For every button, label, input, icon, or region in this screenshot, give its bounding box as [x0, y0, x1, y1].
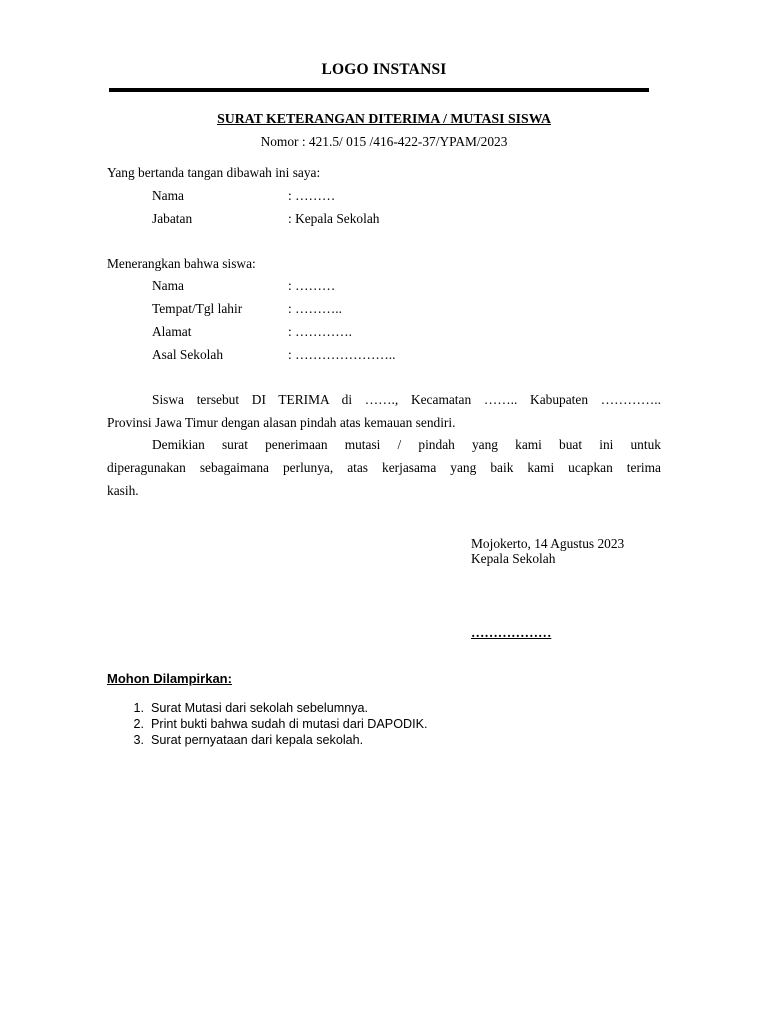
student-birth-value: : ……….. [288, 301, 342, 316]
student-origin-school-value: : ………………….. [288, 347, 396, 362]
logo-placeholder-text: LOGO INSTANSI [321, 61, 447, 78]
attachment-text: Surat Mutasi dari sekolah sebelumnya. [151, 701, 369, 715]
attachments-heading: Mohon Dilampirkan: [107, 671, 232, 686]
document-number: Nomor : 421.5/ 015 /416-422-37/YPAM/2023 [260, 134, 508, 149]
signatory-position-label: Jabatan [152, 211, 193, 226]
signature-name: ……………… [471, 625, 552, 640]
signatory-intro: Yang bertanda tangan dibawah ini saya: [107, 165, 321, 180]
signature-place-date: Mojokerto, 14 Agustus 2023 [471, 536, 625, 551]
student-address-value: : …………. [288, 324, 352, 339]
student-origin-school-label: Asal Sekolah [152, 347, 224, 362]
document-title: SURAT KETERANGAN DITERIMA / MUTASI SISWA [217, 111, 551, 126]
attachment-text: Surat pernyataan dari kepala sekolah. [151, 733, 364, 747]
student-birth-label: Tempat/Tgl lahir [152, 301, 243, 316]
signatory-name-value: : ……… [288, 188, 336, 203]
paragraph-2-line-1: Demikian surat penerimaan mutasi / pindah yang kami buat ini untuk [152, 437, 661, 452]
student-address-label: Alamat [152, 324, 192, 339]
attachment-text: Print bukti bahwa sudah di mutasi dari DAPODIK. [151, 717, 428, 731]
attachment-number: 3. [133, 733, 144, 747]
signatory-name-label: Nama [152, 188, 184, 203]
signature-position: Kepala Sekolah [471, 551, 556, 566]
paragraph-2-line-3: kasih. [107, 483, 139, 498]
attachment-item [107, 716, 428, 732]
attachments-list [107, 700, 428, 748]
paragraph-1-line-2: Provinsi Jawa Timur dengan alasan pindah atas kemauan sendiri. [107, 415, 456, 430]
attachment-number: 1. [133, 701, 144, 715]
header-divider [109, 88, 649, 92]
attachment-item [107, 700, 428, 716]
paragraph-2-line-2: diperagunakan sebagaimana perlunya, atas kerjasama yang baik kami ucapkan terima [107, 460, 661, 475]
student-intro: Menerangkan bahwa siswa: [107, 256, 256, 271]
student-name-value: : ……… [288, 278, 336, 293]
attachment-number: 2. [133, 717, 144, 731]
student-name-label: Nama [152, 278, 184, 293]
signatory-position-value: : Kepala Sekolah [288, 211, 380, 226]
paragraph-1-line-1: Siswa tersebut DI TERIMA di ……., Kecamatan …….. Kabupaten ………….. [152, 392, 661, 407]
attachment-item [107, 732, 428, 748]
